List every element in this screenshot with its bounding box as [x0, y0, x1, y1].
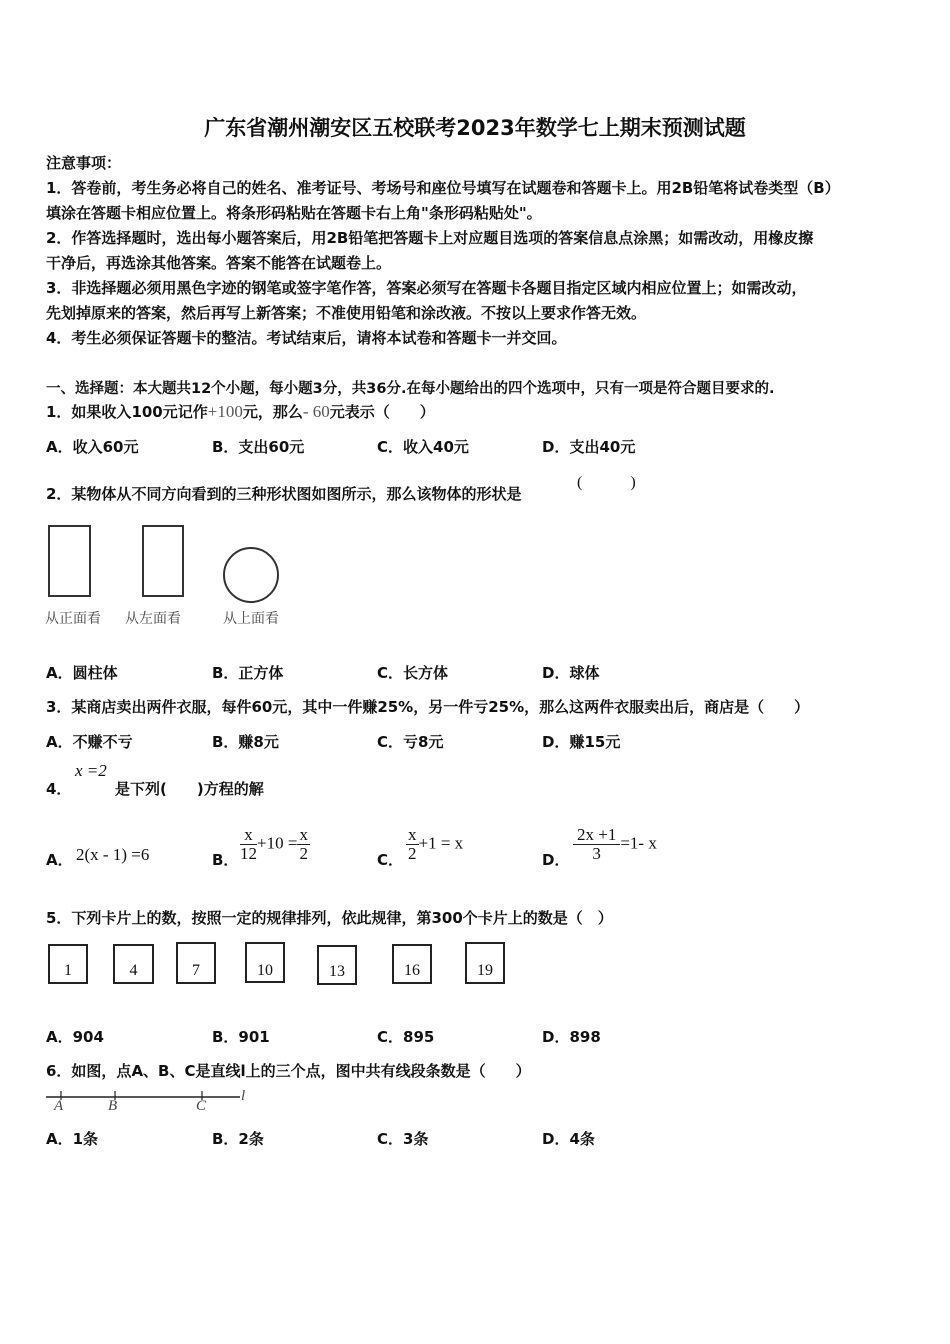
q2-option-a: A．圆柱体	[46, 664, 118, 682]
top-view-label: 从上面看	[223, 611, 279, 627]
q4-d-rest: =1- x	[620, 833, 657, 853]
q5-option-c: C．895	[377, 1028, 435, 1046]
q1-text-c: 元表示（ ）	[329, 403, 435, 421]
q3-option-c: C．亏8元	[377, 733, 444, 751]
question-3: 3．某商店卖出两件衣服，每件60元，其中一件赚25%，另一件亏25%，那么这两件衣服卖出后，商店是（ ）	[46, 698, 810, 716]
point-c-label: C	[196, 1098, 207, 1114]
q1-option-b: B．支出60元	[212, 438, 305, 456]
q4-d-num: 2x +1	[573, 826, 620, 845]
notice-line: 先划掉原来的答案，然后再写上新答案；不准使用铅笔和涂改液。不按以上要求作答无效。	[46, 304, 647, 322]
top-view-circle	[224, 548, 278, 602]
point-b-label: B	[108, 1098, 118, 1114]
number-card: 16	[392, 944, 432, 984]
number-card: 7	[176, 942, 216, 984]
question-2: 2．某物体从不同方向看到的三种形状图如图所示，那么该物体的形状是	[46, 485, 522, 503]
notice-line: 3．非选择题必须用黑色字迹的钢笔或签字笔作答，答案必须写在答题卡各题目指定区域内相应位置上；如需改动，	[46, 279, 807, 297]
q4-c-num: x	[408, 825, 417, 844]
q2-option-c: C．长方体	[377, 664, 449, 682]
q4-number: 4．	[46, 780, 72, 798]
notice-line: 4．考生必须保证答题卡的整洁。考试结束后，请将本试卷和答题卡一并交回。	[46, 329, 567, 347]
notice-line: 填涂在答题卡相应位置上。将条形码粘贴在答题卡右上角"条形码粘贴处"。	[46, 204, 542, 222]
q3-option-d: D．赚15元	[542, 733, 621, 751]
q5-option-d: D．898	[542, 1028, 601, 1046]
q4-option-c-label: C．	[377, 851, 404, 869]
notice-heading: 注意事项：	[46, 154, 122, 172]
q4-c-rest: +1 = x	[418, 833, 464, 853]
line-figure	[40, 1088, 250, 1118]
q4-text: 是下列( )方程的解	[115, 780, 264, 798]
left-view-rect	[143, 526, 183, 596]
number-card: 19	[465, 942, 505, 984]
question-1	[46, 401, 435, 422]
q4-b-den-1: 12	[240, 844, 257, 863]
q1-option-a: A．收入60元	[46, 438, 139, 456]
question-5: 5．下列卡片上的数，按照一定的规律排列，依此规律，第300个卡片上的数是（ ）	[46, 909, 613, 927]
notice-line: 1．答卷前，考生务必将自己的姓名、准考证号、考场号和座位号填写在试题卷和答题卡上。用2B铅笔将试卷类型（B）	[46, 179, 840, 197]
number-card: 10	[245, 942, 285, 983]
section-heading: 一、选择题：本大题共12个小题，每小题3分，共36分.在每小题给出的四个选项中，只有一项是符合题目要求的.	[46, 381, 775, 397]
left-view-label: 从左面看	[125, 611, 181, 627]
q4-b-mid: +10 =	[257, 833, 298, 853]
q4-option-a-expr: 2(x - 1) =6	[76, 845, 150, 864]
q1-math-1: +100	[207, 402, 243, 421]
q5-option-a: A．904	[46, 1028, 104, 1046]
q1-text-a: 1．如果收入100元记作	[46, 403, 208, 421]
q2-answer-paren: ( )	[577, 474, 636, 491]
q4-c-den: 2	[408, 844, 417, 863]
q4-option-b-label: B．	[212, 851, 239, 869]
three-views-figure	[40, 518, 300, 608]
q4-b-num-1: x	[240, 826, 257, 845]
number-card: 1	[48, 944, 88, 984]
q1-text-b: 元，那么	[242, 403, 303, 421]
q4-equation: x =2	[75, 761, 107, 780]
q1-option-d: D．支出40元	[542, 438, 636, 456]
q4-option-c-expr	[406, 826, 463, 863]
front-view-label: 从正面看	[45, 611, 101, 627]
q5-option-b: B．901	[212, 1028, 270, 1046]
q1-math-2: - 60	[302, 402, 330, 421]
page-title: 广东省潮州潮安区五校联考2023年数学七上期末预测试题	[204, 116, 746, 140]
q2-option-b: B．正方体	[212, 664, 284, 682]
line-l-label: l	[241, 1088, 246, 1104]
number-card: 13	[317, 945, 357, 985]
question-6: 6．如图，点A、B、C是直线l上的三个点，图中共有线段条数是（ ）	[46, 1062, 531, 1080]
q4-d-den: 3	[592, 844, 601, 863]
point-a-label: A	[54, 1098, 64, 1114]
q2-option-d: D．球体	[542, 664, 600, 682]
q4-option-d-expr	[573, 826, 657, 863]
q3-option-b: B．赚8元	[212, 733, 279, 751]
q3-option-a: A．不赚不亏	[46, 733, 133, 751]
notice-line: 干净后，再选涂其他答案。答案不能答在试题卷上。	[46, 254, 392, 272]
notice-line: 2．作答选择题时，选出每小题答案后，用2B铅笔把答题卡上对应题目选项的答案信息点涂黑；如需改动，用橡皮擦	[46, 229, 814, 247]
q4-b-den-2: 2	[299, 844, 308, 863]
number-card: 4	[113, 944, 154, 984]
q1-option-c: C．收入40元	[377, 438, 469, 456]
q6-option-b: B．2条	[212, 1130, 264, 1148]
q4-option-d-label: D．	[542, 851, 570, 869]
q6-option-a: A．1条	[46, 1130, 99, 1148]
q4-option-a-label: A．	[46, 851, 73, 869]
q6-option-d: D．4条	[542, 1130, 595, 1148]
q6-option-c: C．3条	[377, 1130, 429, 1148]
q4-b-num-2: x	[299, 825, 308, 844]
front-view-rect	[49, 526, 90, 596]
q4-option-b-expr	[240, 826, 310, 863]
